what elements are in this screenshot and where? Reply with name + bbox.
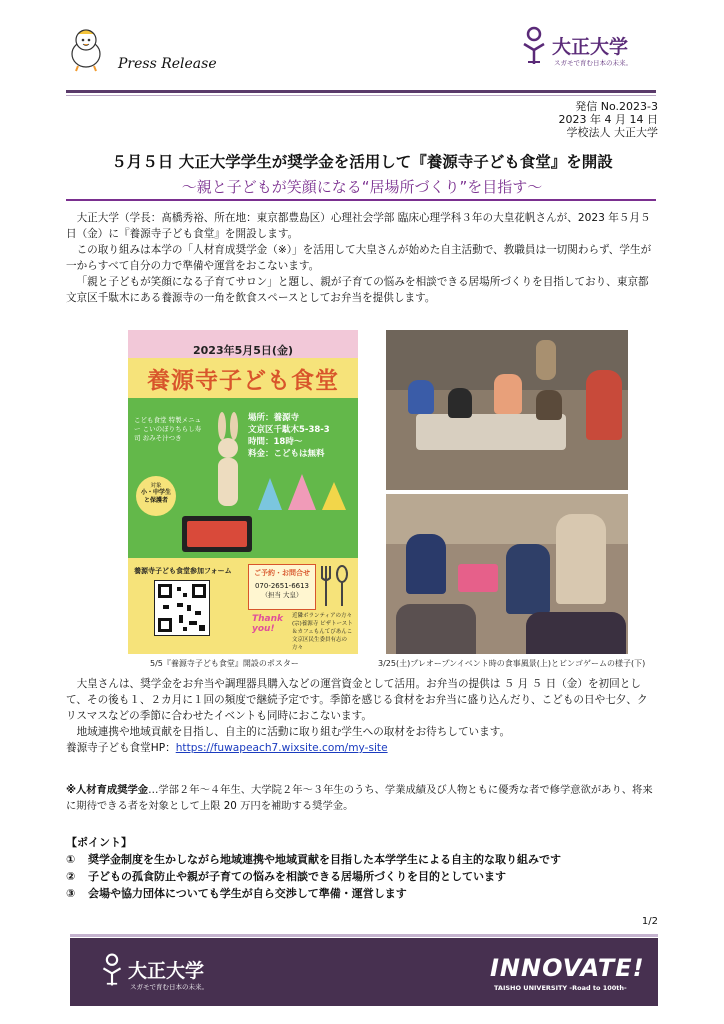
poster-phone: 070-2651-6613 [254, 582, 310, 590]
release-issuer: 学校法人 大正大学 [566, 126, 658, 139]
note-text: …学部２年〜４年生、大学院２年〜３年生のうち、学業成績及び人物ともに優秀な者で修学意欲があり、将来に期待できる者を対象として上限 20 万円を補助する奨学金。 [66, 784, 653, 812]
poster-form-label: 養源寺子ども食堂参加フォーム [134, 567, 232, 575]
mascot-icon [66, 26, 106, 72]
homepage-line [66, 740, 658, 756]
event-poster [128, 330, 358, 654]
homepage-link[interactable]: https://fuwapeach7.wixsite.com/my-site [175, 742, 388, 754]
release-number: 発信 No.2023-3 [575, 100, 658, 113]
poster-person: （担当 大皇） [261, 591, 303, 599]
poster-caption: 5/5『養源寺子ども食堂』開設のポスター [150, 659, 299, 668]
press-release-label: Press Release [118, 56, 217, 72]
intro-paragraph: 「親と子どもが笑顔になる子育てサロン」と題し、親が子育ての悩みを相談できる居場所づくりを目指しており、東京都文京区千駄木にある養源寺の一角を飲食スペースとしてお弁当を提供します。 [66, 276, 649, 304]
footer-logo-tagline: スガモで育む日本の未来。 [130, 983, 208, 991]
points-heading: 【ポイント】 [66, 836, 132, 849]
intro-section [66, 210, 658, 306]
header-rule-thin [66, 95, 656, 96]
footer-stripe [70, 934, 658, 937]
title-rule [66, 199, 656, 201]
release-meta [559, 100, 658, 139]
photos-caption: 3/25(土)プレオープンイベント時の食事風景(上)とビンゴゲームの様子(下) [378, 659, 646, 668]
logo-tagline: スガモで育む日本の未来。 [554, 59, 632, 67]
party-hats-icon [248, 472, 348, 512]
note-label: ※人材育成奨学金 [66, 784, 149, 796]
poster-place: 場所：養源寺 [248, 413, 300, 423]
poster-contact-box [248, 564, 316, 610]
poster-title: 養源寺子ども食堂 [147, 368, 339, 394]
points-section [66, 834, 666, 902]
page-number: 1/2 [641, 916, 658, 927]
university-logo [520, 26, 660, 72]
point-item: ③ 会場や協力団体についても学生が自ら交渉して準備・運営します [66, 887, 407, 900]
page-title: ５月５日 大正大学学生が奨学金を活用して『養源寺子ども食堂』を開設 [111, 153, 613, 171]
logo-text: 大正大学 [552, 36, 629, 58]
poster-menu: こども食堂 特製メニュー こいのぼりちらし寿司 おみそ汁つき [134, 416, 202, 442]
poster-sponsors: 近隣ボランティアの方々 (宗)養源寺 ピザトースト＆カフェもんてびあんこ 文京区民生委員有志の方々 [292, 613, 353, 651]
point-item: ① 奨学金制度を生かしながら地域連携や地域貢献を目指した本学学生による自主的な取り組みです [66, 853, 561, 866]
point-item: ② 子どもの孤食防止や親が子育ての悩みを相談できる居場所づくりを目的としています [66, 870, 506, 883]
footer-logo-text: 大正大学 [128, 960, 205, 982]
page-subtitle: 〜親と子どもが笑顔になる“居場所づくり”を目指す〜 [181, 178, 543, 196]
poster-fee: 料金：こどもは無料 [248, 449, 325, 459]
poster-target-badge [136, 476, 176, 516]
meal-scene-photo [386, 330, 628, 490]
footer-emblem-icon [100, 952, 124, 988]
details-section [66, 676, 658, 756]
poster-contact-title: ご予約・お問合せ [254, 569, 310, 577]
innovate-subtitle: TAISHO UNIVERSITY -Road to 100th- [494, 984, 627, 992]
poster-target-label: 対象 [150, 483, 162, 489]
release-date: 2023 年 4 月 14 日 [558, 113, 658, 126]
cutlery-icon [318, 564, 352, 608]
qr-code-icon [154, 580, 210, 636]
poster-address: 文京区千駄木5-38-3 [248, 425, 330, 435]
footer-band [70, 938, 658, 1006]
poster-info [248, 412, 352, 460]
poster-thanks: Thank you! [252, 614, 284, 634]
header-rule [66, 90, 656, 93]
scholarship-note [66, 782, 658, 814]
bento-photo-icon [182, 516, 252, 552]
rabbit-figure-icon [210, 412, 246, 512]
homepage-label: 養源寺子ども食堂HP： [66, 742, 176, 754]
university-emblem-icon [520, 26, 548, 66]
intro-paragraph: この取り組みは本学の「人材育成奨学金（※）」を活用して大皇さんが始めた自主活動で、教職員は一切関わらず、学生が一からすべて自分の力で準備や運営をおこないます。 [66, 244, 652, 272]
innovate-slogan: INNOVATE! [490, 954, 645, 982]
details-paragraph: 地域連携や地域貢献を目指し、自主的に活動に取り組む学生への取材をお待ちしています。 [76, 726, 511, 738]
poster-target: 小・中学生と保護者 [140, 489, 171, 504]
poster-time: 時間：18時〜 [248, 437, 303, 447]
details-paragraph: 大皇さんは、奨学金をお弁当や調理器具購入などの運営資金として活用。お弁当の提供は ５ 月 ５ 日（金）を初回として、その後も１、２カ月に１回の頻度で継続予定です。季節を感じる食材をお弁当に盛り込んだり、こどもの日や七夕、クリスマスなどの季節に合わせたイベントも同時におこないます。 [66, 678, 648, 722]
bingo-game-photo [386, 494, 628, 654]
intro-paragraph: 大正大学（学長：髙橋秀裕、所在地：東京都豊島区）心理社会学部 臨床心理学科３年の大皇花帆さんが、2023 年５月５日（金）に『養源寺子ども食堂』を開設します。 [66, 212, 651, 240]
poster-date: 2023年5月5日(金) [193, 344, 293, 357]
